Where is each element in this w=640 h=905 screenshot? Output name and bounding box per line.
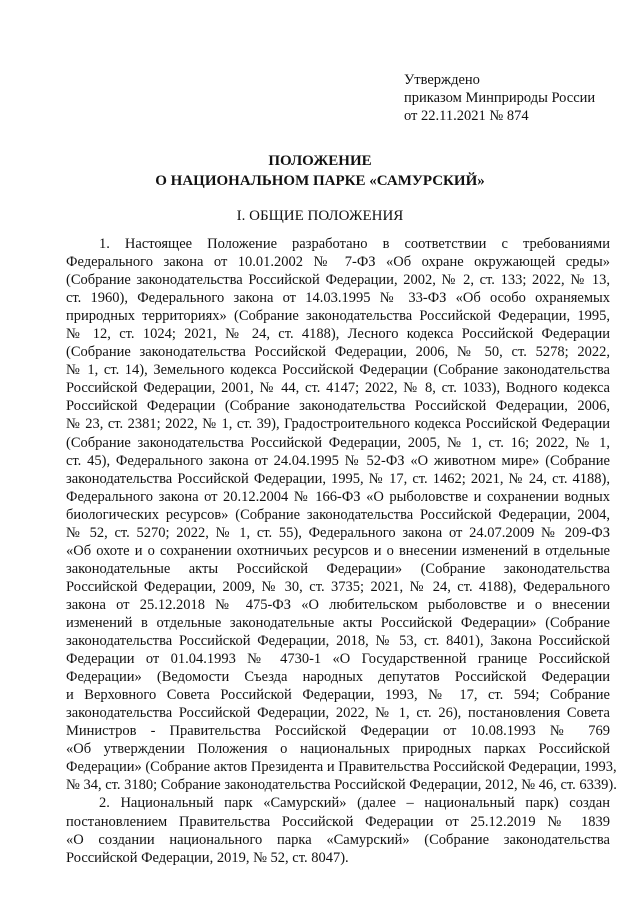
- text-line: № 52, ст. 5270; 2022, № 1, ст. 55), Федерального закона от 24.07.2009 № 209-ФЗ: [66, 524, 610, 541]
- text-line: законодательства Российской Федерации, 2018, № 53, ст. 8401), Закона Российской: [66, 633, 610, 650]
- document-subtitle: О НАЦИОНАЛЬНОМ ПАРКЕ «САМУРСКИЙ»: [155, 173, 485, 189]
- approval-line: Утверждено: [404, 72, 480, 88]
- text-line: (Собрание законодательства Российской Федерации, 2005, № 1, ст. 16; 2022, № 1,: [66, 434, 610, 451]
- section-heading: I. ОБЩИЕ ПОЛОЖЕНИЯ: [236, 208, 404, 224]
- text-line: Федерального закона от 10.01.2002 № 7-ФЗ «Об охране окружающей среды»: [66, 254, 610, 271]
- text-line: законодательства Российской Федерации, 2022, № 1, ст. 26), постановления Совета: [66, 705, 610, 722]
- text-line: Министров - Правительства Российской Федерации от 10.08.1993 № 769: [66, 723, 610, 740]
- text-line: № 34, ст. 3180; Собрание законодательства Российской Федерации, 2012, № 46, ст. 6339).: [66, 777, 617, 794]
- text-line: «Об утверждении Положения о национальных природных парках Российской: [66, 741, 610, 758]
- text-line: «О создании национального парка «Самурский» (Собрание законодательства: [66, 831, 610, 848]
- text-line: природных территориях» (Собрание законодательства Российской Федерации, 1995,: [66, 308, 610, 325]
- text-line: № 1, ст. 14), Земельного кодекса Российской Федерации (Собрание законодательства: [66, 362, 610, 379]
- text-line: № 12, ст. 1024; 2021, № 24, ст. 4188), Лесного кодекса Российской Федерации: [66, 326, 610, 343]
- text-line: закона от 25.12.2018 № 475-ФЗ «О любительском рыболовстве и о внесении: [66, 596, 610, 613]
- text-line: Федерального закона от 20.12.2004 № 166-ФЗ «О рыболовстве и сохранении водных: [66, 488, 610, 505]
- text-line: Федерации от 01.04.1993 № 4730-1 «О Государственной границе Российской: [66, 651, 610, 668]
- text-line: биологических ресурсов» (Собрание законодательства Российской Федерации, 2004,: [66, 506, 610, 523]
- text-line: № 23, ст. 2381; 2022, № 1, ст. 39), Градостроительного кодекса Российской Федерации: [66, 416, 610, 433]
- text-line: Федерации» (Собрание актов Президента и Правительства Российской Федерации, 1993,: [66, 759, 617, 776]
- text-line: законодательные акты Российской Федерации» (Собрание законодательства: [66, 560, 610, 577]
- approval-line: от 22.11.2021 № 874: [404, 108, 529, 125]
- text-line: 1. Настоящее Положение разработано в соответствии с требованиями: [99, 236, 610, 252]
- text-line: ст. 45), Федерального закона от 24.04.1995 № 52-ФЗ «О животном мире» (Собрание: [66, 452, 610, 469]
- text-line: (Собрание законодательства Российской Федерации, 2006, № 50, ст. 5278; 2022,: [66, 344, 610, 361]
- text-line: 2. Национальный парк «Самурский» (далее – национальный парк) создан: [99, 795, 610, 812]
- text-line: Российской Федерации, 2009, № 30, ст. 3735; 2021, № 24, ст. 4188), Федерального: [66, 578, 610, 595]
- document-body: [66, 235, 617, 867]
- text-line: постановлением Правительства Российской Федерации от 25.12.2019 № 1839: [66, 813, 610, 830]
- text-line: Российской Федерации, 2001, № 44, ст. 4147; 2022, № 8, ст. 1033), Водного кодекса: [66, 380, 610, 397]
- text-line: (Собрание законодательства Российской Федерации, 2002, № 2, ст. 133; 2022, № 13,: [66, 272, 610, 289]
- text-line: и Верховного Совета Российской Федерации, 1993, № 17, ст. 594; Собрание: [66, 687, 610, 704]
- text-line: Федерации» (Ведомости Съезда народных депутатов Российской Федерации: [66, 669, 610, 686]
- text-line: ст. 1960), Федерального закона от 14.03.1995 № 33-ФЗ «Об особо охраняемых: [66, 290, 610, 307]
- text-line: Российской Федерации, 2019, № 52, ст. 8047).: [66, 849, 349, 866]
- approval-stamp: [404, 71, 595, 126]
- approval-line: приказом Минприроды России: [404, 90, 596, 107]
- text-line: «Об охоте и о сохранении охотничьих ресурсов и о внесении изменений в отдельные: [66, 542, 610, 559]
- text-line: Российской Федерации (Собрание законодательства Российской Федерации, 2006,: [66, 398, 610, 415]
- document-title: ПОЛОЖЕНИЕ: [268, 153, 372, 169]
- text-line: изменений в отдельные законодательные акты Российской Федерации» (Собрание: [66, 614, 610, 631]
- text-line: законодательства Российской Федерации, 1995, № 17, ст. 1462; 2021, № 24, ст. 4188),: [66, 470, 610, 487]
